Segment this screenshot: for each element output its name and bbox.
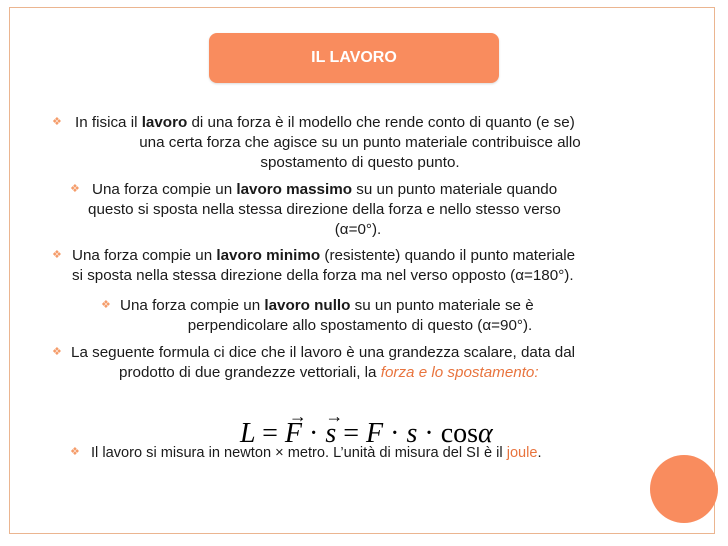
bullet-icon: ❖ bbox=[70, 446, 80, 458]
paragraph-2: Una forza compie un lavoro massimo su un punto materiale quando questo si sposta nella stessa direzione della forza e nello stesso verso (α=0°). bbox=[88, 181, 561, 238]
term-lavoro-massimo: lavoro massimo bbox=[236, 181, 353, 198]
bullet-icon: ❖ bbox=[52, 116, 62, 128]
slide-title: IL LAVORO bbox=[209, 33, 499, 83]
decorative-circle bbox=[650, 455, 718, 523]
paragraph-5: La seguente formula ci dice che il lavoro è una grandezza scalare, data dal prodotto di due grandezze vettoriali, la forza e lo spostamento: bbox=[71, 344, 576, 381]
paragraph-4: Una forza compie un lavoro nullo su un punto materiale se è perpendicolare allo spostamento di questo (α=90°). bbox=[120, 297, 534, 334]
highlight-forza-spostamento: forza e lo spostamento bbox=[380, 364, 535, 381]
bullet-icon: ❖ bbox=[52, 346, 62, 358]
vector-arrow-icon: → bbox=[325, 406, 344, 426]
bullet-icon: ❖ bbox=[70, 183, 80, 195]
work-formula: L = → F · → s = F · s · cosα bbox=[240, 406, 493, 449]
vector-arrow-icon: → bbox=[288, 406, 307, 426]
paragraph-1: In fisica il lavoro di una forza è il modello che rende conto di quanto (e se) una certa forza che agisce su un punto materiale contribuisce allo spostamento di questo punto. bbox=[75, 114, 581, 171]
joule-link[interactable]: joule bbox=[506, 445, 538, 461]
paragraph-3: Una forza compie un lavoro minimo (resistente) quando il punto materiale si sposta nella stessa direzione della forza ma nel verso opposto (α=180°). bbox=[72, 247, 576, 284]
bullet-icon: ❖ bbox=[52, 249, 62, 261]
term-lavoro-minimo: lavoro minimo bbox=[216, 247, 321, 264]
term-lavoro: lavoro bbox=[141, 114, 188, 131]
term-lavoro-nullo: lavoro nullo bbox=[264, 297, 351, 314]
paragraph-6: Il lavoro si misura in newton × metro. L’unità di misura del SI è il joule. bbox=[91, 445, 542, 461]
bullet-icon: ❖ bbox=[101, 299, 111, 311]
